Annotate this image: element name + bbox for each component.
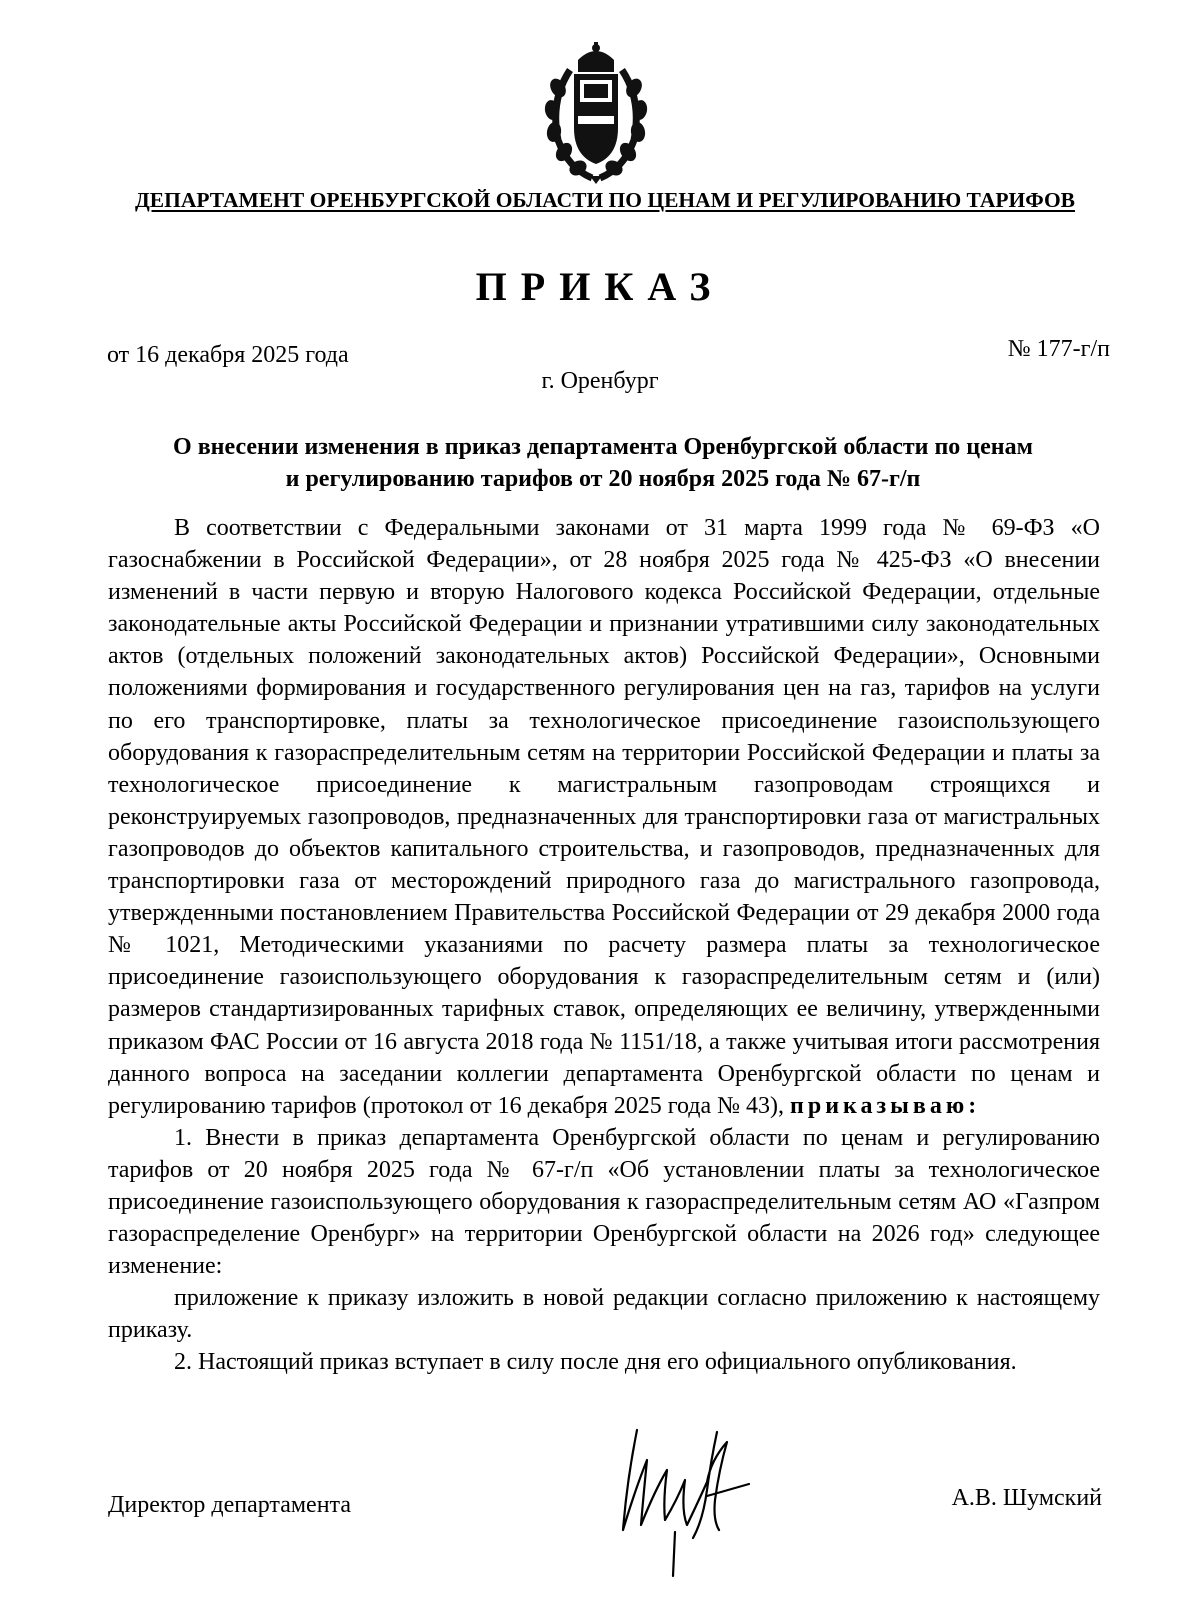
item-1-paragraph: 1. Внести в приказ департамента Оренбургской области по ценам и регулированию тарифов от 20 ноября 2025 года № 67-г/п «Об установлении платы за технологическое присоединение газоиспользующего оборудования к газораспределительным сетям АО «Газпром газораспределение Оренбург» на территории Оренбургской области на 2026 год» следующее изменение:: [108, 1124, 1100, 1280]
subject-line-1: О внесении изменения в приказ департамента Оренбургской области по ценам: [173, 434, 1033, 460]
order-body: [108, 512, 1100, 1379]
department-heading: ДЕПАРТАМЕНТ ОРЕНБУРГСКОЙ ОБЛАСТИ ПО ЦЕНАМ И РЕГУЛИРОВАНИЮ ТАРИФОВ: [134, 188, 1076, 212]
preamble-paragraph: [108, 512, 1100, 1122]
order-number: № 177-г/п: [1007, 336, 1110, 362]
subject-line-2: и регулированию тарифов от 20 ноября 2025 года № 67-г/п: [285, 466, 921, 492]
order-keyword: приказываю:: [790, 1092, 981, 1119]
order-city: г. Оренбург: [541, 368, 659, 394]
order-subject: [108, 431, 1098, 495]
signatory-role: Директор департамента: [108, 1492, 351, 1518]
coat-of-arms-emblem: [540, 40, 652, 185]
order-date: от 16 декабря 2025 года: [107, 342, 349, 368]
item-1-detail-paragraph: приложение к приказу изложить в новой редакции согласно приложению к настоящему приказу.: [108, 1285, 1100, 1344]
item-2-paragraph: 2. Настоящий приказ вступает в силу после дня его официального опубликования.: [174, 1349, 1017, 1376]
signatory-name: А.В. Шумский: [951, 1485, 1102, 1511]
preamble-text: В соответствии с Федеральными законами от 31 марта 1999 года № 69-ФЗ «О газоснабжении в Российской Федерации», от 28 ноября 2025 года № 425-ФЗ «О внесении изменений в части первую и вторую Налогового кодекса Российской Федерации, отдельные законодательные акты Российской Федерации и признании утратившими силу законодательных актов (отдельных положений законодательных актов) Российской Федерации», Основными положениями формирования и государственного регулирования цен на газ, тарифов на услуги по его транспортировке, платы за технологическое присоединение газоиспользующего оборудования к газораспределительным сетям на территории Российской Федерации и платы за технологическое присоединение к магистральным газопроводам строящихся и реконструируемых газопроводов, предназначенных для транспортировки газа от магистральных газопроводов до объектов капитального строительства, и газопроводов, предназначенных для транспортировки газа от месторождений природного газа до магистрального газопровода, утвержденными постановлением Правительства Российской Федерации от 29 декабря 2000 года № 1021, Методическими указаниями по расчету размера платы за технологическое присоединение газоиспользующего оборудования к газораспределительным сетям и (или) размеров стандартизированных тарифных ставок, определяющих ее величину, утвержденными приказом ФАС России от 16 августа 2018 года № 1151/18, а также учитывая итоги рассмотрения данного вопроса на заседании коллегии департамента Оренбургской области по ценам и регулированию тарифов (протокол от 16 декабря 2025 года № 43),: [108, 515, 1100, 1119]
document-title: ПРИКАЗ: [475, 264, 725, 309]
handwritten-signature: [615, 1420, 765, 1580]
